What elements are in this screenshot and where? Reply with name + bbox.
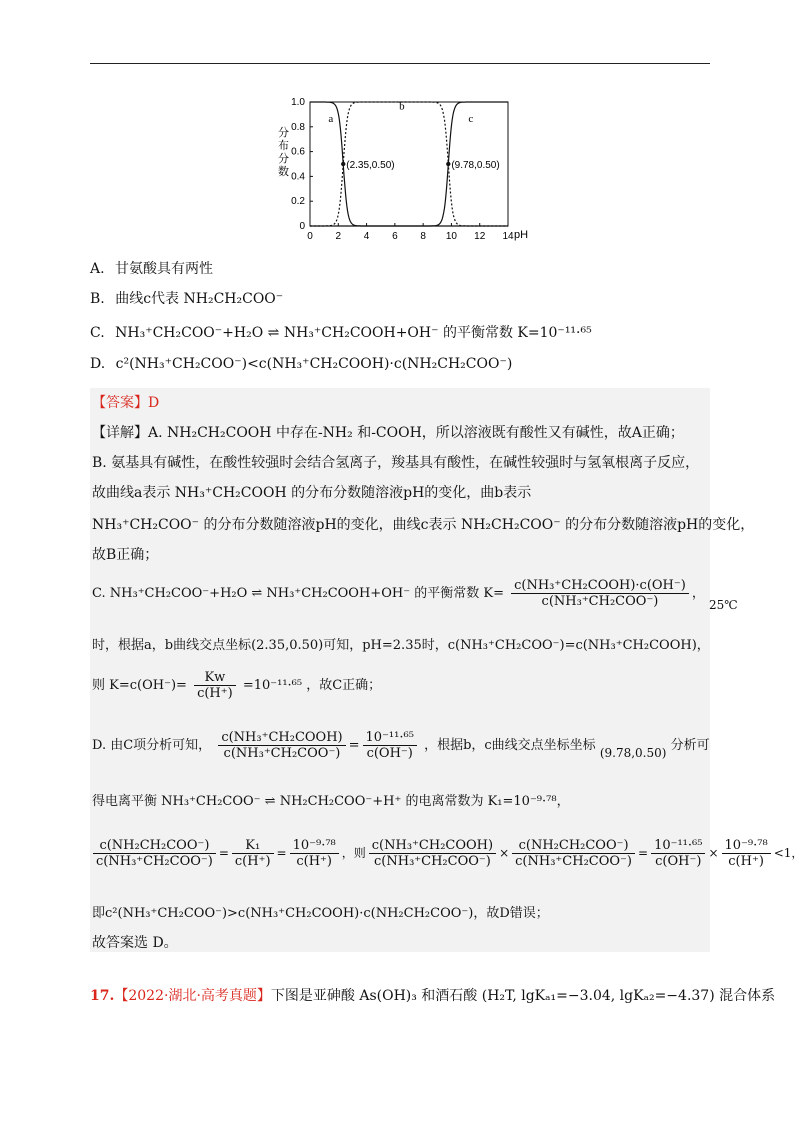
e-d4: c(NH₃⁺CH₂COO⁻) [374, 854, 491, 869]
detail-line-b3: NH₃⁺CH₂COO⁻ 的分布分数随溶液pH的变化，曲线c表示 NH₂CH₂COO⁻ 的分布分数随溶液pH的变化， [92, 517, 755, 533]
detail-line-f: 即c²(NH₃⁺CH₂COO⁻)>c(NH₃⁺CH₂COOH)·c(NH₂CH₂COO⁻)，故D错误； [92, 906, 549, 921]
option-c [90, 322, 592, 342]
e-d1: c(NH₃⁺CH₂COO⁻) [96, 854, 213, 869]
e-d3: c(H⁺) [296, 854, 332, 869]
e-frac5 [512, 838, 635, 869]
detail-line-c3 [92, 670, 381, 701]
d-end: 分析可 [670, 738, 710, 753]
y-tick-label: 0.2 [291, 196, 305, 208]
c-fraction [511, 578, 689, 609]
detail-line-c1: C. NH₃⁺CH₂COO⁻+H₂O ⇌ NH₃⁺CH₂COOH+OH⁻ 的平衡常数 K= $\frac{\text{c(NH₃⁺CH₂COOH)·c(OH⁻)}}{\text{c(NH₃⁺CH₂COO⁻)}}$ ， 25℃ [92, 578, 738, 612]
distribution-chart [270, 88, 530, 248]
option-text: 甘氨酸具有两性 [115, 261, 214, 277]
e-frac4 [369, 838, 496, 869]
curve-label: b [399, 100, 405, 113]
x-tick-label: 0 [307, 231, 313, 242]
c-equation: NH₃⁺CH₂COO⁻+H₂O ⇌ NH₃⁺CH₂COOH+OH⁻ [109, 586, 411, 601]
d-num: c(NH₃⁺CH₂COOH) [218, 730, 345, 746]
d-point: (9.78,0.50) [599, 746, 667, 760]
e-d2: c(H⁺) [234, 854, 271, 869]
question-number: 17. [90, 988, 115, 1004]
detail-line-b2: 故曲线a表示 NH₃⁺CH₂COOH 的分布分数随溶液pH的变化，曲b表示 [92, 485, 532, 501]
detail-final: 故答案选 D。 [92, 935, 178, 951]
x-tick-label: 8 [420, 231, 426, 242]
c-fraction-den: c(NH₃⁺CH₂COO⁻) [541, 594, 659, 609]
y-tick-label: 0.8 [291, 121, 305, 133]
d-eq: = [348, 738, 360, 753]
e-frac3 [290, 838, 339, 869]
e-n3: 10⁻⁹·⁷⁸ [290, 838, 339, 854]
x-tick-label: 12 [474, 231, 486, 242]
detail-line-a [92, 422, 684, 442]
x-tick-label: 2 [335, 231, 342, 242]
detail-line-c2: 时，根据a，b曲线交点坐标(2.35,0.50)可知，pH=2.35时，c(NH₃⁺CH₂COO⁻)=c(NH₃⁺CH₂COOH)， [92, 638, 710, 653]
detail-text: A. NH₂CH₂COOH 中存在-NH₂ 和-COOH，所以溶液既有酸性又有碱性，故A正确； [148, 425, 684, 441]
option-text: 曲线c代表 [115, 291, 180, 307]
kw-fraction [194, 670, 236, 701]
y-tick-label: 0.6 [291, 146, 305, 158]
e-n7: 10⁻⁹·⁷⁸ [722, 838, 771, 854]
e-d5: c(NH₃⁺CH₂COO⁻) [515, 854, 632, 869]
option-formula: c²(NH₃⁺CH₂COO⁻)<c(NH₃⁺CH₂COOH)·c(NH₂CH₂COO⁻) [115, 356, 513, 372]
e-n2: K₁ [232, 838, 274, 854]
e-n5: c(NH₂CH₂COO⁻) [512, 838, 635, 854]
d-num2: 10⁻¹¹·⁶⁵ [363, 730, 417, 746]
c-k: K= [483, 586, 504, 601]
c3-suffix: =10⁻¹¹·⁶⁵ ，故C正确； [242, 678, 382, 693]
e-n4: c(NH₃⁺CH₂COOH) [369, 838, 496, 854]
option-letter: C. [90, 325, 105, 341]
e-d6: c(OH⁻) [655, 854, 702, 869]
point-label: (9.78,0.50) [451, 160, 500, 171]
curve-label: a [328, 112, 334, 125]
d-den2: c(OH⁻) [366, 746, 413, 761]
answer-label: 【答案】D [92, 395, 160, 411]
option-formula: NH₃⁺CH₂COO⁻+H₂O ⇌ NH₃⁺CH₂COOH+OH⁻ [115, 325, 439, 341]
top-rule [90, 63, 710, 64]
option-formula: NH₂CH₂COO⁻ [183, 291, 284, 307]
y-tick-label: 1.0 [291, 97, 305, 108]
e-frac6 [651, 838, 705, 869]
option-letter: A. [90, 261, 105, 277]
detail-line-b1: B. 氨基具有碱性，在酸性较强时会结合氢离子，羧基具有酸性，在碱性较强时与氢氧根离子反应， [92, 455, 700, 471]
e-n1: c(NH₂CH₂COO⁻) [93, 838, 216, 854]
x-tick-label: 10 [445, 231, 457, 242]
d-fraction1 [218, 730, 345, 761]
detail-label: 【详解】 [92, 425, 148, 441]
kw-den: c(H⁺) [197, 686, 233, 701]
detail-line-e: $\frac{\text{c(NH₂CH₂COO⁻)}}{\text{c(NH₃⁺CH₂COO⁻)}}$ = $\frac{\text{K₁}}{c(H^+)}$ = $\frac{\text{10⁻⁹·⁷⁸}}{c(H^+)}$ ，则 $\frac{\text{c(NH₃⁺CH₂COOH)}}{\text{c(NH₃⁺CH₂COO⁻)}}$ × $\frac{\text{c(NH₂CH₂COO⁻)}}{\text{c(NH₃⁺CH₂COO⁻)}}$ = $\frac{\text{10⁻¹¹·⁶⁵}}{c(OH^-)}$ × $\frac{\text{10⁻⁹·⁷⁸}}{c(H^+)}$ <1， [90, 838, 803, 869]
detail-line-d1 [92, 730, 710, 761]
e-frac1 [93, 838, 216, 869]
question-tag: 【2022·湖北·高考真题】 [114, 988, 271, 1004]
y-axis-label-char: 分 [278, 152, 289, 165]
e-then: ，则 [341, 846, 366, 860]
curve-label: c [468, 112, 474, 125]
x-tick-label: 4 [363, 231, 370, 242]
e-frac7 [722, 838, 771, 869]
point-label: (2.35,0.50) [346, 160, 395, 171]
detail-line-d2: 得电离平衡 NH₃⁺CH₂COO⁻ ⇌ NH₂CH₂COO⁻+H⁺ 的电离常数为 K₁=10⁻⁹·⁷⁸， [92, 794, 570, 809]
d-fraction2 [363, 730, 417, 761]
question-17 [90, 985, 775, 1005]
y-tick-label: 0.4 [291, 171, 305, 183]
y-tick-label: 0 [299, 221, 305, 232]
option-text: 的平衡常数 [442, 325, 513, 341]
option-b [90, 288, 283, 308]
question-text: 下图是亚砷酸 As(OH)₃ 和酒石酸 (H₂T, lgKₐ₁=−3.04, lgKₐ₂=−4.37) 混合体系 [270, 988, 776, 1004]
y-axis-label-char: 分 [278, 126, 289, 139]
c-fraction-num: c(NH₃⁺CH₂COOH)·c(OH⁻) [511, 578, 689, 594]
y-axis-label-char: 数 [278, 165, 289, 178]
d-prefix: D. 由C项分析可知， [92, 738, 212, 753]
c-prefix: C. [92, 586, 106, 601]
intersection-point [341, 162, 345, 166]
e-n6: 10⁻¹¹·⁶⁵ [651, 838, 705, 854]
x-tick-label: 6 [392, 231, 398, 242]
option-a [90, 258, 213, 278]
c-mid: 的平衡常数 [414, 586, 480, 601]
c-temp: 25℃ [708, 598, 738, 612]
option-letter: D. [90, 356, 106, 372]
c3-prefix: 则 K=c(OH⁻)= [92, 678, 187, 693]
x-axis-label: pH [514, 229, 529, 241]
d-mid: ，根据b，c曲线交点坐标坐标 [424, 738, 596, 753]
e-lt: <1， [773, 846, 803, 860]
d-den: c(NH₃⁺CH₂COO⁻) [223, 746, 341, 761]
x-tick-label: 14 [502, 231, 514, 242]
intersection-point [446, 162, 450, 166]
kw-num: Kw [194, 670, 236, 686]
y-axis-label-char: 布 [278, 139, 289, 152]
e-frac2 [232, 838, 274, 869]
option-d [90, 356, 512, 372]
detail-line-b4: 故B正确； [92, 547, 159, 563]
e-d7: c(H⁺) [728, 854, 764, 869]
option-k: K=10⁻¹¹·⁶⁵ [517, 325, 592, 341]
option-letter: B. [90, 291, 105, 307]
